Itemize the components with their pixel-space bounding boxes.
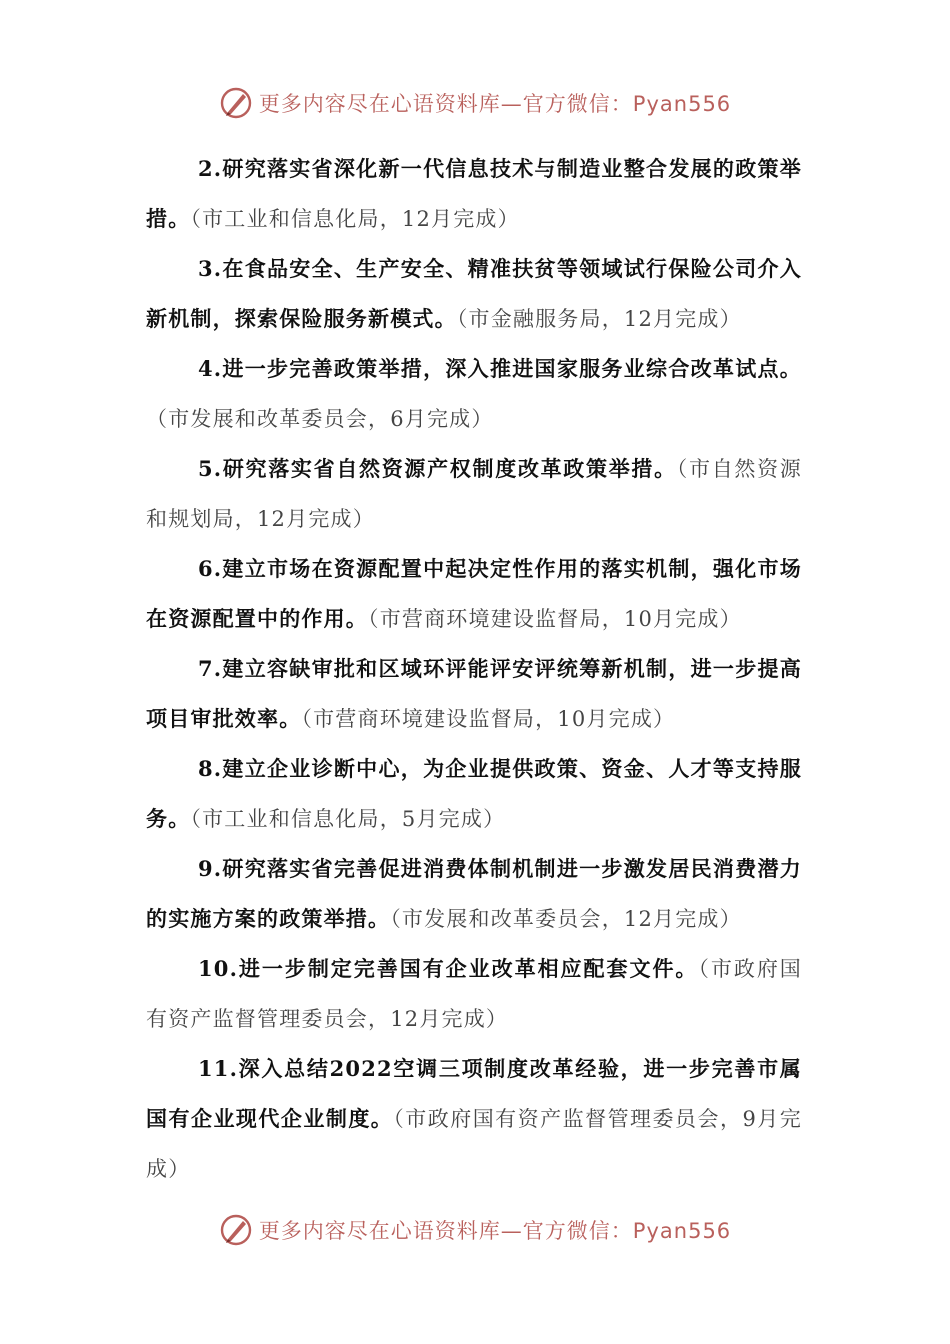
list-item: 5.研究落实省自然资源产权制度改革政策举措。（市自然资源和规划局，12月完成） (146, 456, 802, 531)
list-item: 2.研究落实省深化新一代信息技术与制造业整合发展的政策举措。（市工业和信息化局，12月完成） (146, 156, 802, 231)
list-item: 6.建立市场在资源配置中起决定性作用的落实机制，强化市场在资源配置中的作用。（市营商环境建设监督局，10月完成） (146, 556, 802, 631)
document-body (146, 144, 802, 1194)
list-item: 9.研究落实省完善促进消费体制机制进一步激发居民消费潜力的实施方案的政策举措。（市发展和改革委员会，12月完成） (146, 856, 802, 931)
watermark-text: 更多内容尽在心语资料库—官方微信：Pyan556 (258, 1219, 732, 1243)
list-item: 11.深入总结2022空调三项制度改革经验，进一步完善市属国有企业现代企业制度。（市政府国有资产监督管理委员会，9月完成） (146, 1056, 802, 1181)
list-item: 10.进一步制定完善国有企业改革相应配套文件。（市政府国有资产监督管理委员会，12月完成） (146, 956, 803, 1031)
list-item: 4.进一步完善政策举措，深入推进国家服务业综合改革试点。（市发展和改革委员会，6月完成） (146, 356, 802, 431)
list-item: 3.在食品安全、生产安全、精准扶贫等领域试行保险公司介入新机制，探索保险服务新模式。（市金融服务局，12月完成） (146, 256, 802, 331)
header-watermark (0, 78, 950, 128)
watermark-text: 更多内容尽在心语资料库—官方微信：Pyan556 (258, 92, 732, 116)
pen-logo-icon (219, 86, 253, 120)
list-item: 8.建立企业诊断中心，为企业提供政策、资金、人才等支持服务。（市工业和信息化局，5月完成） (146, 756, 802, 831)
footer-watermark (0, 1205, 950, 1255)
list-item: 7.建立容缺审批和区域环评能评安评统筹新机制，进一步提高项目审批效率。（市营商环境建设监督局，10月完成） (146, 656, 802, 731)
pen-logo-icon (219, 1213, 253, 1247)
